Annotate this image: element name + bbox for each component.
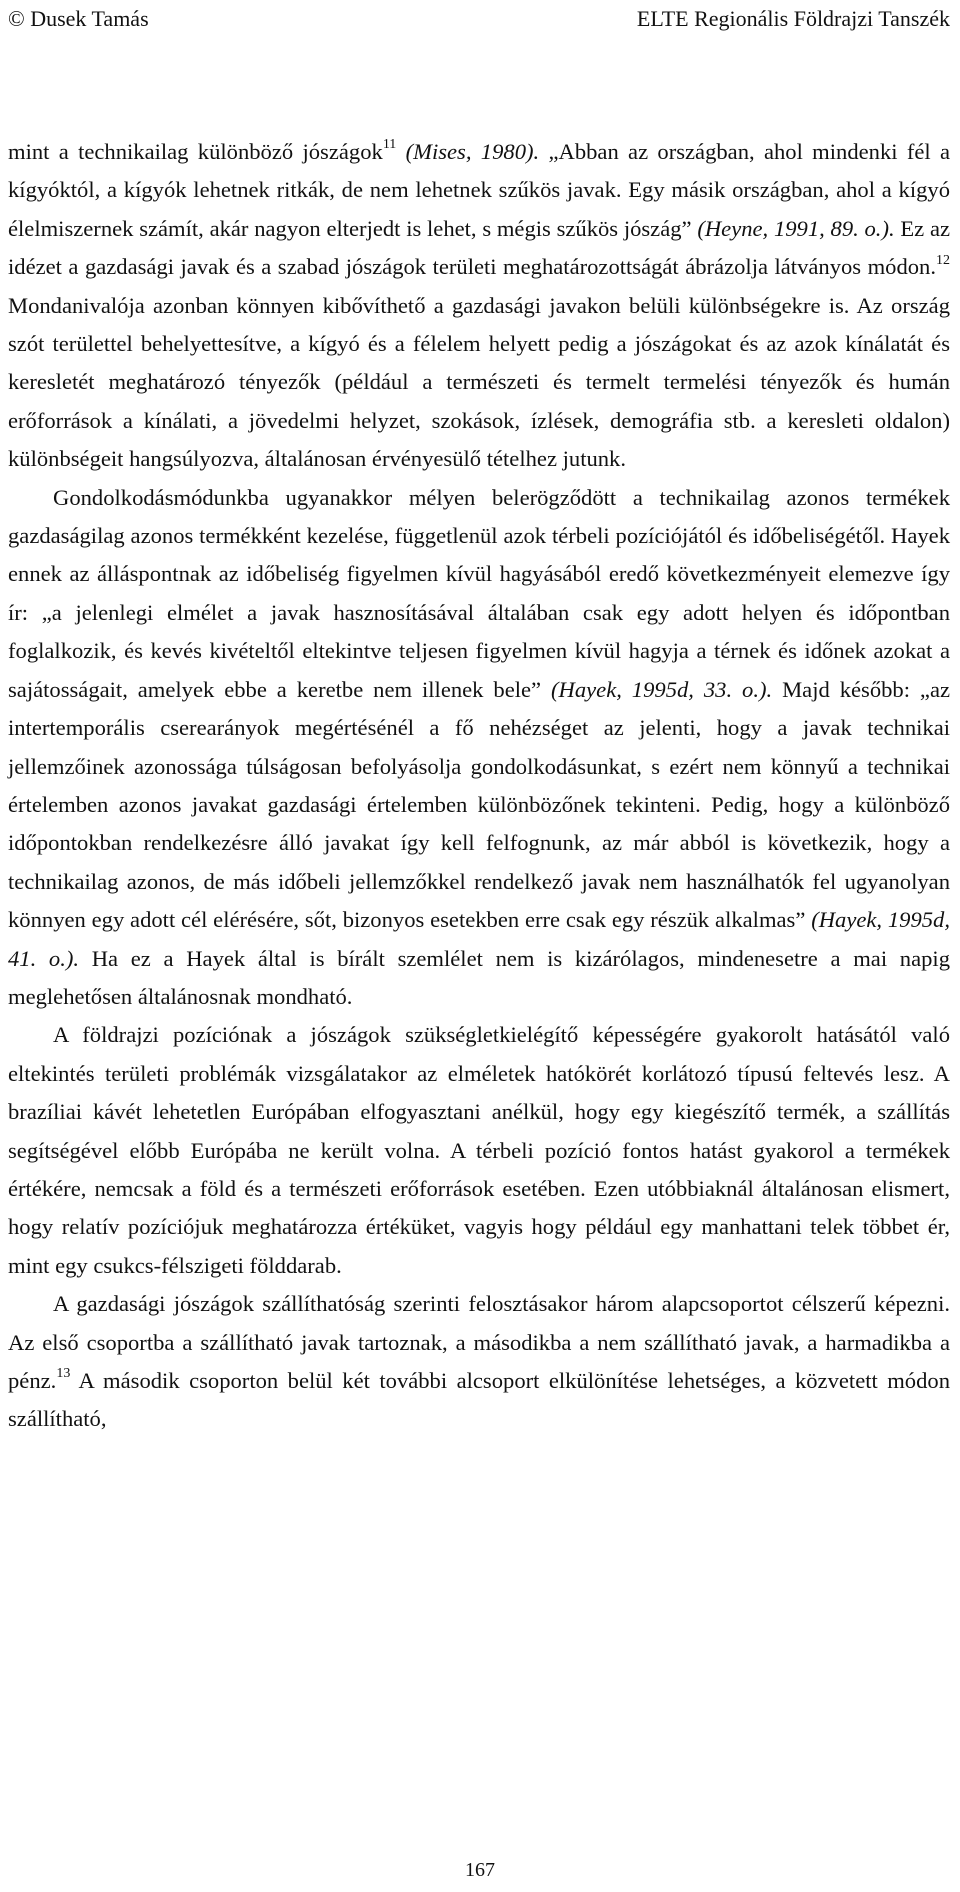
text-run: A földrajzi pozíciónak a jószágok szükségletkielégítő képességére gyakorolt hatásától való eltekintés területi problémák vizsgálatakor az elméletek hatókörét korlátozó típusú feltevés lesz. A brazíliai kávét lehetetlen Európában elfogyasztani anélkül, hogy egy kiegészítő termék, a szállítás segítségével előbb Európába ne került volna. A térbeli pozíció fontos hatást gyakorol a termékek értékére, nemcsak a föld és a természeti erőforrások esetében. Ezen utóbbiaknál általánosan elismert, hogy relatív pozíciójuk meghatározza értéküket, vagyis hogy például egy manhattani telek többet ér, mint egy csukcs-félszigeti földdarab. <box>8 1022 950 1278</box>
paragraph <box>8 479 950 1017</box>
text-run <box>396 139 405 164</box>
text-run: Ha ez a Hayek által is bírált szemlélet nem is kizárólagos, mindenesetre a mai napig meglehetősen általánosnak mondható. <box>8 945 950 1009</box>
paragraph <box>8 1016 950 1285</box>
citation: (Hayek, 1995d, 41. o.). <box>8 907 950 971</box>
text-run: Gondolkodásmódunkba ugyanakkor mélyen belerögződött a technikailag azonos termékek gazdaságilag azonos termékként kezelése, függetlenül azok térbeli pozíciójától és időbeliségétől. Hayek ennek az álláspontnak az időbeliség figyelmen kívül hagyásából eredő következményeit elemezve így ír: „a jelenlegi elmélet a javak hasznosításával általában csak egy adott helyen és időpontban foglalkozik, és kevés kivételtől eltekintve teljesen figyelmen kívül hagyja a térnek és időnek azokat a sajátosságait, amelyek ebbe a keretbe nem illenek bele” <box>8 484 950 702</box>
page-number: 167 <box>465 1859 495 1881</box>
text-run: mint a technikailag különböző jószágok <box>8 139 383 164</box>
text-run: Mondanivalója azonban könnyen kibővíthető a gazdasági javakon belüli különbségekre is. Az ország szót területtel behelyettesítve, a kígyó és a félelem helyett pedig a jószágokat és az azok kínálatát és keresletét meghatározó tényezők (például a természeti és termelt termelési tényezők és humán erőforrások a kínálati, a jövedelmi helyzet, szokások, ízlések, demográfia stb. a keresleti oldalon) különbségeit hangsúlyozva, általánosan érvényesülő tételhez jutunk. <box>8 292 950 472</box>
text-run: Majd később: „az intertemporális cserearányok megértésénél a fő nehézséget az jelenti, hogy a javak technikai jellemzőinek azonossága túlságosan befolyásolja gondolkodásunkat, s ezért nem könnyű a technikai értelemben azonos javakat gazdasági értelemben különbözőnek tekinteni. Pedig, hogy a különböző időpontokban rendelkezésre álló javakat így kell felfognunk, az már abból is következik, hogy a technikailag azonos, de más időbeli jellemzőkkel rendelkező javak nem használhatók fel ugyanolyan könnyen egy adott cél elérésére, sőt, bizonyos esetekben erre csak egy részük alkalmas” <box>8 676 951 933</box>
header-institution: ELTE Regionális Földrajzi Tanszék <box>636 6 950 31</box>
text-run: A gazdasági jószágok szállíthatóság szerinti felosztásakor három alapcsoportot célszerű képezni. Az első csoportba a szállítható javak tartoznak, a másodikba a nem szállítható javak, a harmadikba a pénz. <box>8 1291 950 1393</box>
body-text <box>8 133 950 1439</box>
citation: (Heyne, 1991, 89. o.). <box>697 215 895 241</box>
paragraph <box>8 1285 950 1439</box>
citation: (Mises, 1980). <box>405 139 540 164</box>
header-copyright: © Dusek Tamás <box>8 6 149 31</box>
page-header <box>8 4 950 34</box>
footnote-mark: 11 <box>382 137 397 153</box>
citation: (Hayek, 1995d, 33. o.). <box>551 676 773 702</box>
text-run: A második csoporton belül két további alcsoport elkülönítése lehetséges, a közvetett módon szállítható, <box>8 1368 950 1432</box>
text-run: „Abban az országban, ahol mindenki fél a kígyóktól, a kígyók lehetnek ritkák, de nem lehetnek szűkös javak. Egy másik országban, ahol a kígyó élelmiszernek számít, akár nagyon elterjedt is lehet, s mégis szűkös jószág” <box>8 139 950 241</box>
paragraph <box>8 133 950 479</box>
footnote-mark: 13 <box>56 1366 71 1382</box>
text-run: Ez az idézet a gazdasági javak és a szabad jószágok területi meghatározottságát ábrázolja látványos módon. <box>8 215 951 280</box>
footnote-mark: 12 <box>936 252 950 268</box>
